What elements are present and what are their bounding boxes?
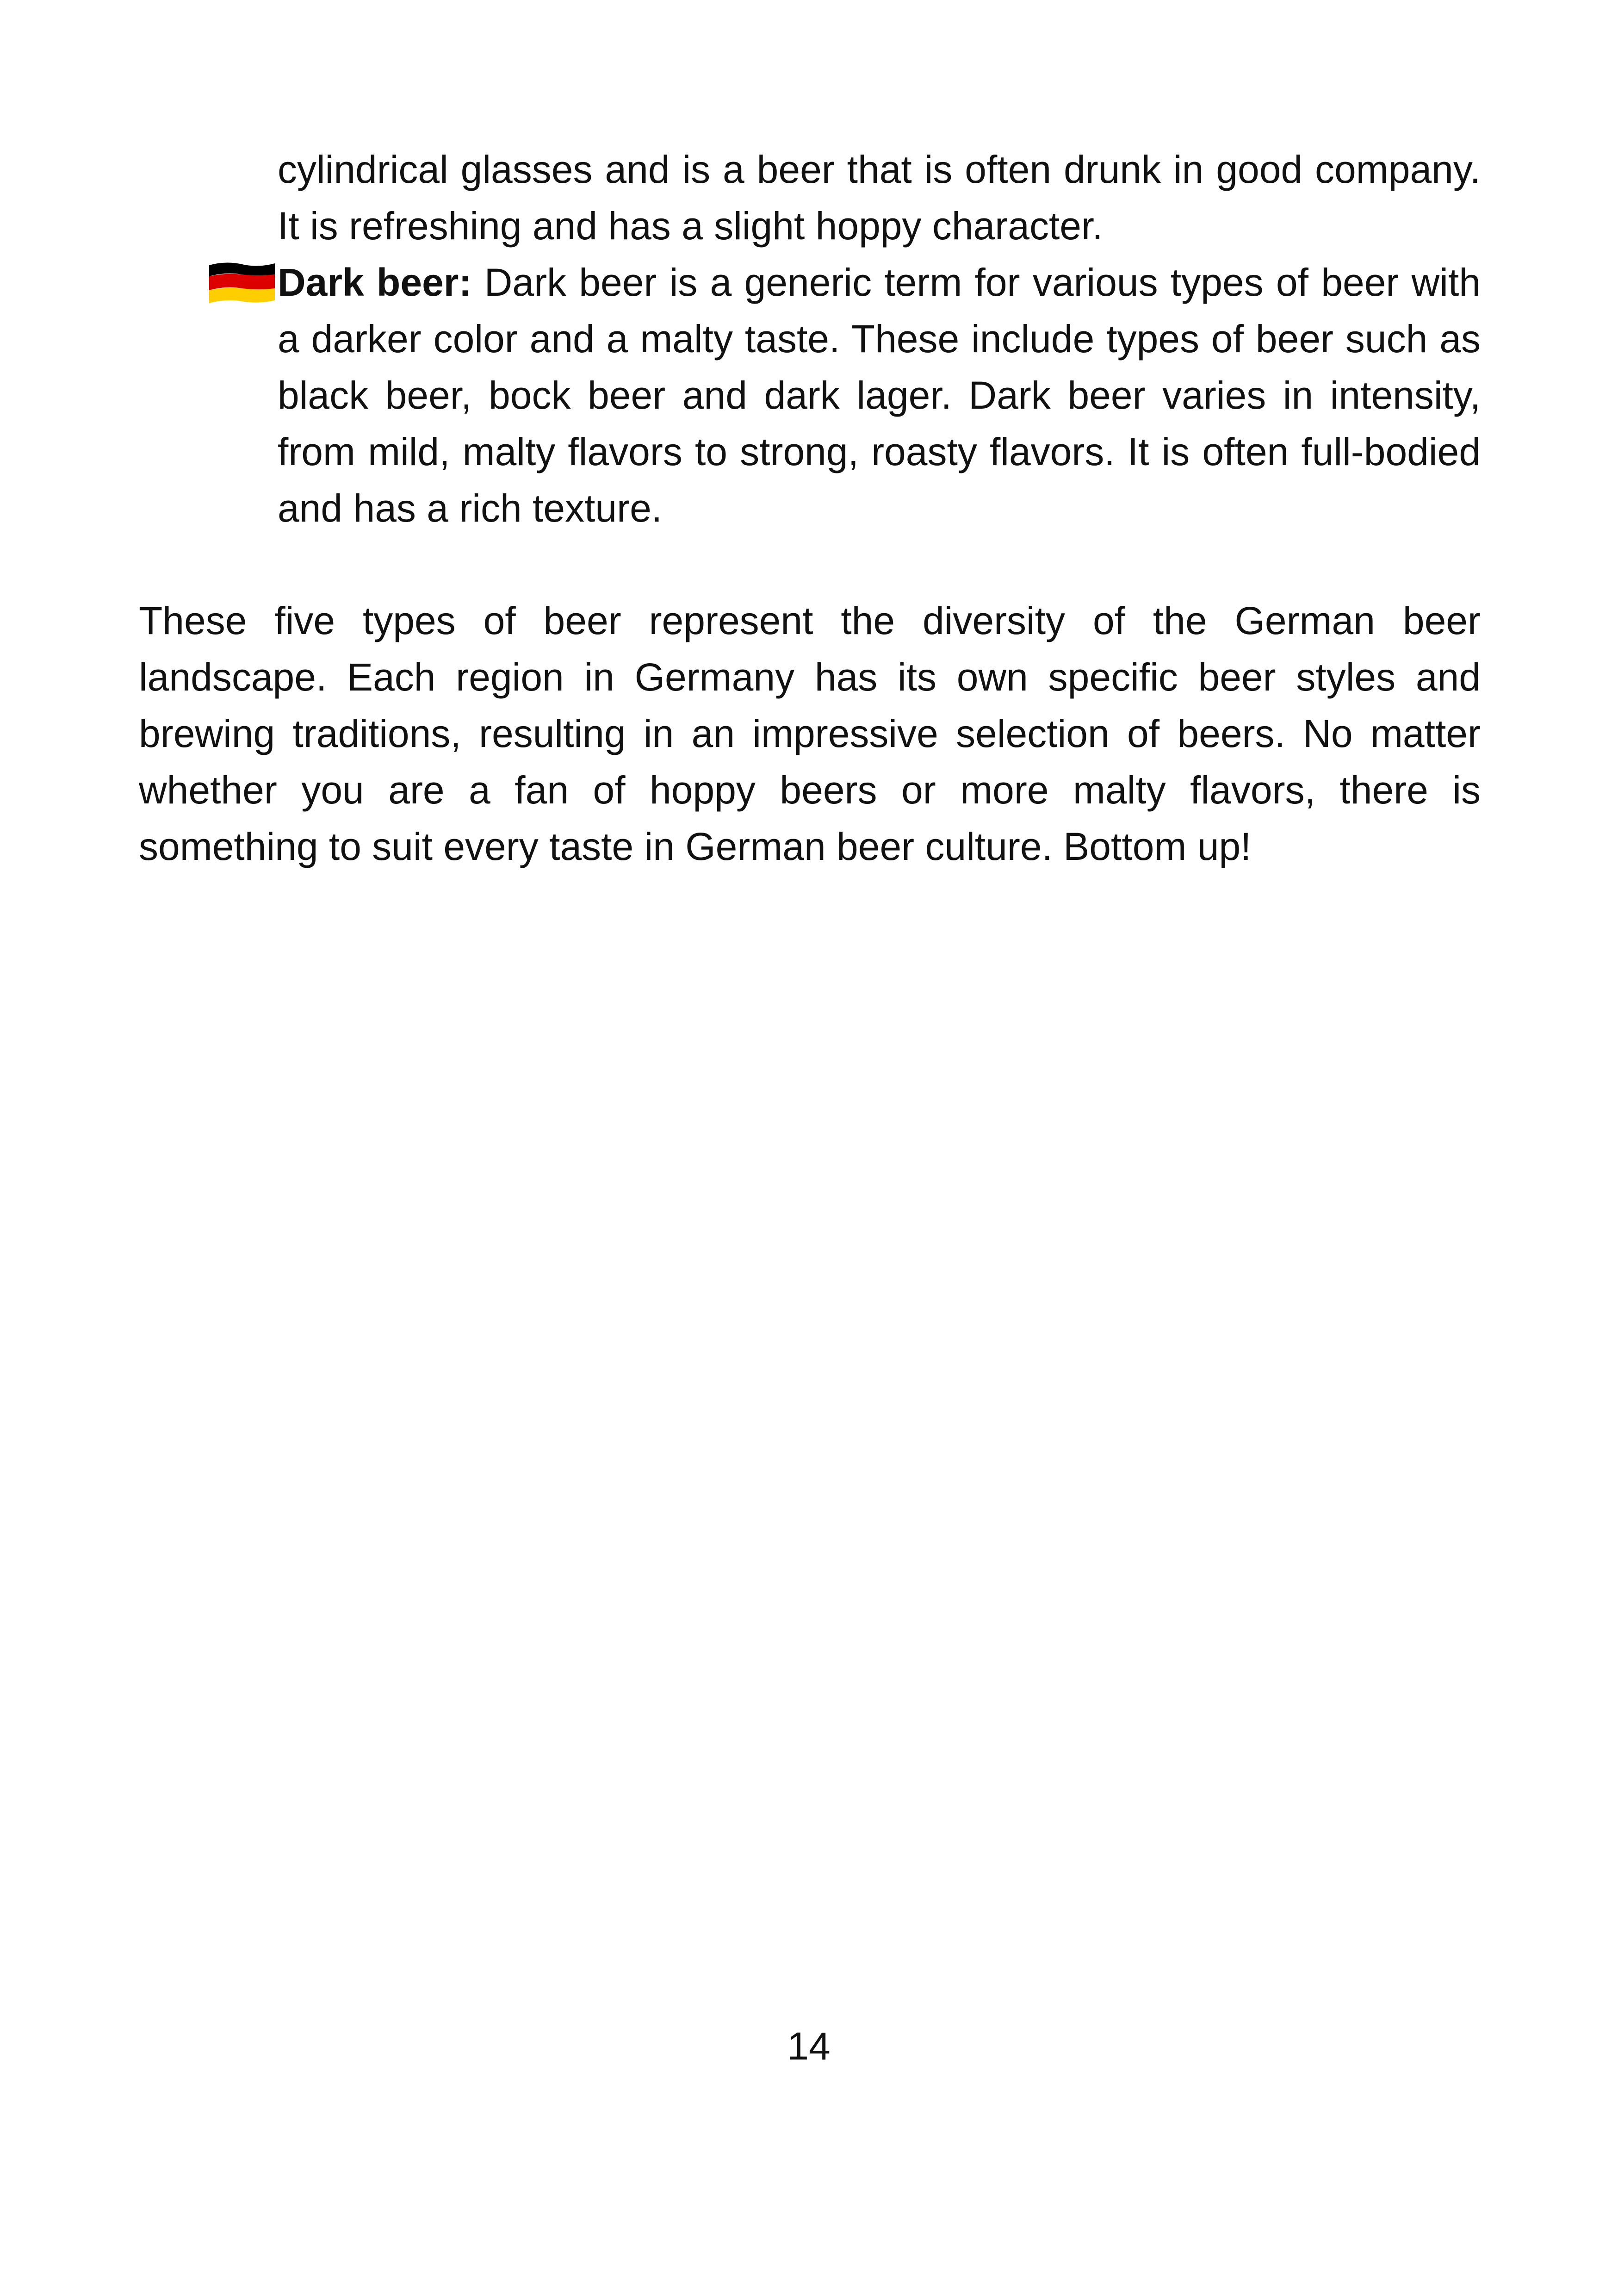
continued-paragraph: cylindrical glasses and is a beer that is often drunk in good company. It is refreshing and has a slight hoppy character. [278,148,1481,248]
list-item-term: Dark beer: [278,261,472,304]
list-item-description: Dark beer is a generic term for various types of beer with a darker color and a malty taste. These include types of beer such as black beer, bock beer and dark lager. Dark beer varies in intensity, from mild, malty flavors to strong, roasty flavors. It is often full-bodied and has a rich texture. [278,261,1481,530]
conclusion-paragraph: These five types of beer represent the diversity of the German beer landscape. Each region in Germany has its own specific beer styles and brewing traditions, resulting in an impressive selection of beers. No matter whether you are a fan of hoppy beers or more malty flavors, there is something to suit every taste in German beer culture. Bottom up! [139,599,1481,868]
list-item-paragraph [278,254,1481,536]
continued-list-item [278,141,1481,254]
conclusion-block [139,592,1481,875]
page-number: 14 [787,2024,831,2068]
list-item-dark-beer [278,254,1481,536]
germany-flag-icon [207,261,277,305]
